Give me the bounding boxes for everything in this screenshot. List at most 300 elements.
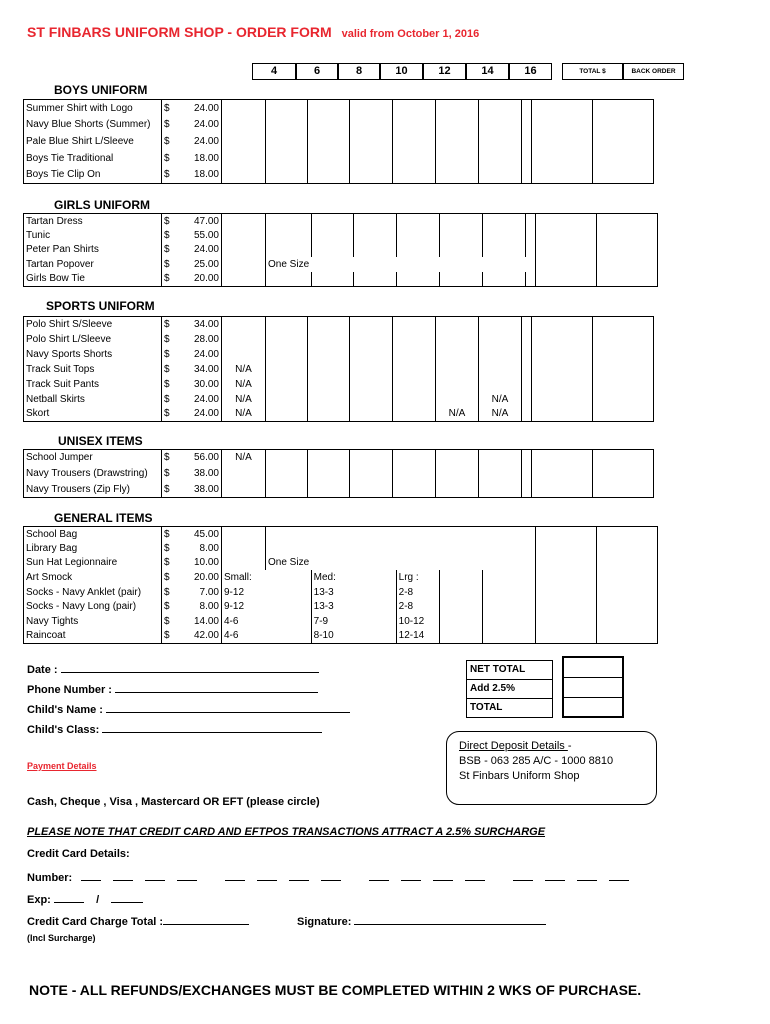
qty-cell-14[interactable]: [436, 317, 479, 332]
qty-cell-16[interactable]: [479, 100, 522, 117]
total-cell[interactable]: [535, 585, 596, 600]
table-row: [24, 228, 658, 243]
size-lrg-qty[interactable]: [439, 614, 482, 629]
qty-cell-6[interactable]: [266, 450, 308, 466]
table-row: [24, 167, 654, 184]
total-cell[interactable]: [532, 347, 593, 362]
back-order-cell[interactable]: [596, 243, 657, 258]
qty-cell-12[interactable]: [393, 362, 436, 377]
qty-cell-8[interactable]: [308, 362, 350, 377]
qty-cell-12[interactable]: [393, 450, 436, 466]
size-lrg[interactable]: Lrg :: [396, 570, 439, 585]
qty-cell-6[interactable]: [266, 167, 308, 184]
item-price: 10.00: [182, 556, 222, 571]
qty-cell-6[interactable]: [266, 482, 308, 498]
qty-cell-10[interactable]: [350, 347, 393, 362]
qty-cell-8[interactable]: [308, 116, 350, 133]
qty-cell-6[interactable]: [266, 214, 312, 229]
currency-symbol: $: [162, 116, 182, 133]
bsb-details: BSB - 063 285 A/C - 1000 8810: [459, 755, 614, 767]
qty-cell-8[interactable]: [311, 214, 353, 229]
back-order-cell[interactable]: [596, 614, 657, 629]
qty-cell-10[interactable]: [350, 167, 393, 184]
back-order-cell[interactable]: [593, 116, 654, 133]
qty-cell-16[interactable]: [482, 214, 525, 229]
direct-deposit-title: Direct Deposit Details: [459, 740, 568, 752]
total-cell[interactable]: [535, 599, 596, 614]
back-order-cell[interactable]: [593, 100, 654, 117]
qty-cell-8[interactable]: [308, 133, 350, 150]
spacer: [525, 629, 535, 644]
size-small-qty[interactable]: [266, 585, 312, 600]
back-order-cell[interactable]: [593, 317, 654, 332]
qty-cell-16[interactable]: [482, 243, 525, 258]
item-price: 42.00: [182, 629, 222, 644]
qty-cell-14[interactable]: [436, 450, 479, 466]
empty-cell: [482, 541, 525, 556]
qty-cell-6[interactable]: [266, 228, 312, 243]
size-header-12: 12: [423, 63, 466, 80]
item-price: 56.00: [182, 450, 222, 466]
empty-cell: [439, 527, 482, 542]
qty-cell-6[interactable]: [266, 272, 312, 287]
incl-surcharge-note: (Incl Surcharge): [27, 933, 96, 943]
item-name: Raincoat: [24, 629, 162, 644]
spacer: [525, 243, 535, 258]
qty-cell-12[interactable]: [393, 133, 436, 150]
item-name: Boys Tie Clip On: [24, 167, 162, 184]
total-cell[interactable]: [535, 243, 596, 258]
size-lrg[interactable]: 2-8: [396, 599, 439, 614]
item-price: 24.00: [182, 392, 222, 407]
back-order-cell[interactable]: [593, 482, 654, 498]
qty-cell-12[interactable]: [393, 167, 436, 184]
qty-cell-16[interactable]: [479, 347, 522, 362]
size-small-qty[interactable]: [266, 570, 312, 585]
qty-cell-10[interactable]: [350, 150, 393, 167]
qty-cell-14[interactable]: [436, 377, 479, 392]
spacer: [525, 257, 535, 272]
back-order-cell[interactable]: [593, 392, 654, 407]
total-cell[interactable]: [532, 377, 593, 392]
qty-cell-6[interactable]: [266, 407, 308, 422]
item-name: Polo Shirt L/Sleeve: [24, 332, 162, 347]
phone-number-field[interactable]: Phone Number :: [27, 682, 318, 696]
qty-cell-4[interactable]: [222, 100, 266, 117]
qty-cell-10[interactable]: [353, 272, 396, 287]
qty-cell-4[interactable]: [222, 167, 266, 184]
back-order-cell[interactable]: [593, 450, 654, 466]
qty-cell-4[interactable]: [222, 466, 266, 482]
qty-cell-4: N/A: [222, 450, 266, 466]
size-med[interactable]: 13-3: [311, 599, 353, 614]
total-cell[interactable]: [532, 150, 593, 167]
total-cell[interactable]: [535, 629, 596, 644]
qty-cell-8[interactable]: [311, 272, 353, 287]
surcharge-note: PLEASE NOTE THAT CREDIT CARD AND EFTPOS TRANSACTIONS ATTRACT A 2.5% SURCHARGE: [27, 826, 546, 838]
qty-cell-10[interactable]: [350, 482, 393, 498]
items-table-girls: [23, 213, 658, 287]
qty-cell-4: N/A: [222, 362, 266, 377]
item-name: Track Suit Pants: [24, 377, 162, 392]
qty-cell-10[interactable]: [350, 466, 393, 482]
total-cell[interactable]: [535, 272, 596, 287]
qty-cell-12[interactable]: [396, 243, 439, 258]
total-cell[interactable]: [535, 556, 596, 571]
qty-cell-8[interactable]: [308, 332, 350, 347]
qty-cell-16[interactable]: [479, 377, 522, 392]
qty-cell-10[interactable]: [353, 228, 396, 243]
size-lrg[interactable]: 2-8: [396, 585, 439, 600]
card-number-field[interactable]: Number:: [27, 870, 641, 884]
total-cell[interactable]: [535, 214, 596, 229]
qty-cell-4[interactable]: [222, 272, 266, 287]
signature-field[interactable]: Signature:: [297, 914, 546, 928]
back-order-cell[interactable]: [593, 332, 654, 347]
back-order-cell[interactable]: [596, 570, 657, 585]
child-name-field[interactable]: Child's Name :: [27, 702, 350, 716]
spacer: [525, 214, 535, 229]
size-med[interactable]: Med:: [311, 570, 353, 585]
size-lrg-qty[interactable]: [439, 585, 482, 600]
qty-cell-4[interactable]: [222, 228, 266, 243]
spacer: [522, 450, 532, 466]
qty-cell-8[interactable]: [308, 466, 350, 482]
qty-cell-14[interactable]: [436, 167, 479, 184]
qty-cell-14[interactable]: [439, 272, 482, 287]
currency-symbol: $: [162, 541, 182, 556]
qty-cell-4[interactable]: [222, 150, 266, 167]
qty-cell-6[interactable]: [266, 466, 308, 482]
total-cell[interactable]: [532, 466, 593, 482]
qty-cell-12[interactable]: [393, 100, 436, 117]
qty-cell-8[interactable]: [308, 377, 350, 392]
item-price: 24.00: [182, 243, 222, 258]
qty-cell-8[interactable]: [308, 167, 350, 184]
total-cell[interactable]: [532, 116, 593, 133]
item-price: 38.00: [182, 466, 222, 482]
size-header-16: 16: [509, 63, 552, 80]
qty-cell-10[interactable]: [353, 243, 396, 258]
size-header-8: 8: [338, 63, 380, 80]
item-price: 18.00: [182, 167, 222, 184]
qty-cell-10[interactable]: [350, 332, 393, 347]
size-lrg-qty[interactable]: [439, 570, 482, 585]
qty-cell-14[interactable]: [436, 116, 479, 133]
back-order-cell[interactable]: [596, 629, 657, 644]
total-cell[interactable]: [535, 614, 596, 629]
qty-cell-14[interactable]: [439, 214, 482, 229]
section-title-unisex: UNISEX ITEMS: [58, 434, 143, 448]
qty-cell-16[interactable]: [479, 450, 522, 466]
back-order-cell[interactable]: [596, 272, 657, 287]
qty-cell-8[interactable]: [308, 347, 350, 362]
qty-cell-8[interactable]: [308, 482, 350, 498]
direct-deposit-title-dash: -: [567, 740, 572, 752]
qty-cell-6[interactable]: [266, 243, 312, 258]
qty-cell-6[interactable]: [266, 133, 308, 150]
back-order-cell[interactable]: [593, 407, 654, 422]
size-med-qty[interactable]: [353, 614, 396, 629]
qty-cell-12: [396, 257, 439, 272]
qty-cell-16[interactable]: [479, 167, 522, 184]
currency-symbol: $: [162, 317, 182, 332]
qty-cell-4: N/A: [222, 392, 266, 407]
back-order-cell[interactable]: [593, 362, 654, 377]
item-price: 24.00: [182, 133, 222, 150]
total-cell[interactable]: [532, 133, 593, 150]
size-small[interactable]: 4-6: [222, 629, 266, 644]
table-row: [24, 541, 658, 556]
size-med[interactable]: 7-9: [311, 614, 353, 629]
total-cell[interactable]: [532, 317, 593, 332]
spacer: [525, 599, 535, 614]
spacer: [525, 614, 535, 629]
account-name: St Finbars Uniform Shop: [459, 770, 580, 782]
qty-cell-10[interactable]: [350, 133, 393, 150]
qty-cell-14[interactable]: [436, 100, 479, 117]
back-order-cell[interactable]: [593, 466, 654, 482]
qty-cell-12[interactable]: [396, 272, 439, 287]
qty-cell-14[interactable]: [436, 347, 479, 362]
qty-cell-10[interactable]: [350, 116, 393, 133]
total-cell[interactable]: [532, 362, 593, 377]
table-row: [24, 100, 654, 117]
qty-cell-10[interactable]: [350, 450, 393, 466]
size-lrg[interactable]: 12-14: [396, 629, 439, 644]
currency-symbol: $: [162, 585, 182, 600]
qty-cell-6[interactable]: [266, 150, 308, 167]
qty-cell-14: [439, 257, 482, 272]
qty-cell-8[interactable]: [308, 317, 350, 332]
qty-cell-4[interactable]: [222, 243, 266, 258]
child-class-field[interactable]: Child's Class:: [27, 722, 322, 736]
back-order-cell[interactable]: [596, 214, 657, 229]
qty-cell-4[interactable]: [222, 347, 266, 362]
size-med-qty[interactable]: [353, 570, 396, 585]
qty-cell-4[interactable]: [222, 332, 266, 347]
total-cell[interactable]: [532, 332, 593, 347]
qty-cell-14[interactable]: [439, 243, 482, 258]
empty-cell: [396, 527, 439, 542]
qty-cell-6[interactable]: [266, 377, 308, 392]
date-field[interactable]: Date :: [27, 662, 319, 676]
total-cell[interactable]: [535, 527, 596, 542]
qty-cell-14[interactable]: [436, 150, 479, 167]
total-cell[interactable]: [532, 167, 593, 184]
qty-cell-8[interactable]: [311, 243, 353, 258]
qty-cell-16[interactable]: [479, 317, 522, 332]
size-small-qty[interactable]: [266, 599, 312, 614]
qty-cell-8[interactable]: [308, 450, 350, 466]
back-order-cell[interactable]: [596, 585, 657, 600]
qty-cell-10[interactable]: [350, 377, 393, 392]
qty-cell-10[interactable]: [350, 392, 393, 407]
size-med-qty[interactable]: [353, 585, 396, 600]
qty-cell-6[interactable]: [266, 116, 308, 133]
qty-cell-10[interactable]: [353, 214, 396, 229]
qty-cell-12[interactable]: [396, 228, 439, 243]
qty-cell-10[interactable]: [350, 407, 393, 422]
currency-symbol: $: [162, 599, 182, 614]
item-price: 28.00: [182, 332, 222, 347]
qty-cell-12[interactable]: [393, 347, 436, 362]
qty-cell-8[interactable]: [311, 228, 353, 243]
qty-cell-4[interactable]: [222, 257, 266, 272]
qty-cell-16[interactable]: [479, 362, 522, 377]
total-cell[interactable]: [532, 392, 593, 407]
size-med-qty[interactable]: [353, 629, 396, 644]
item-price: 47.00: [182, 214, 222, 229]
charge-total-field[interactable]: Credit Card Charge Total :: [27, 914, 249, 928]
size-med[interactable]: 13-3: [311, 585, 353, 600]
size-lrg-qty[interactable]: [439, 629, 482, 644]
qty-cell-16[interactable]: [479, 482, 522, 498]
qty-cell-16[interactable]: [479, 466, 522, 482]
qty-cell-14[interactable]: [436, 133, 479, 150]
qty-cell-6[interactable]: [266, 332, 308, 347]
qty-cell-12[interactable]: [393, 466, 436, 482]
empty-cell: [353, 527, 396, 542]
back-order-cell[interactable]: [593, 377, 654, 392]
size-small-qty[interactable]: [266, 614, 312, 629]
back-order-cell[interactable]: [593, 167, 654, 184]
size-small[interactable]: Small:: [222, 570, 266, 585]
qty-cell-8[interactable]: [308, 392, 350, 407]
qty-cell-12[interactable]: [393, 407, 436, 422]
payment-methods[interactable]: Cash, Cheque , Visa , Mastercard OR EFT (please circle): [27, 796, 320, 808]
total-cell[interactable]: [535, 257, 596, 272]
total-cell[interactable]: [532, 100, 593, 117]
qty-cell-16[interactable]: [479, 133, 522, 150]
total-cell[interactable]: [535, 228, 596, 243]
qty-cell-4[interactable]: [222, 214, 266, 229]
item-price: 20.00: [182, 272, 222, 287]
qty-cell-8[interactable]: [308, 150, 350, 167]
table-row: [24, 392, 654, 407]
empty-cell: [482, 585, 525, 600]
empty-cell: [482, 556, 525, 571]
qty-cell-14[interactable]: [436, 482, 479, 498]
size-lrg-qty[interactable]: [439, 599, 482, 614]
qty-cell-10[interactable]: [350, 100, 393, 117]
qty-cell-8[interactable]: [308, 407, 350, 422]
qty-cell-4[interactable]: [222, 116, 266, 133]
table-row: [24, 614, 658, 629]
qty-cell-12[interactable]: [393, 332, 436, 347]
back-order-cell[interactable]: [596, 599, 657, 614]
qty-cell-4[interactable]: [222, 133, 266, 150]
back-order-cell[interactable]: [596, 556, 657, 571]
table-row: [24, 556, 658, 571]
size-small[interactable]: 4-6: [222, 614, 266, 629]
qty-cell-12[interactable]: [393, 317, 436, 332]
qty-cell-12[interactable]: [393, 116, 436, 133]
size-med-qty[interactable]: [353, 599, 396, 614]
qty-cell-14[interactable]: [436, 332, 479, 347]
table-row: [24, 629, 658, 644]
surcharge-value-cell[interactable]: [564, 678, 622, 698]
qty-cell-10[interactable]: [350, 317, 393, 332]
table-row: [24, 116, 654, 133]
qty-cell-14[interactable]: [439, 228, 482, 243]
qty-cell-16[interactable]: [479, 150, 522, 167]
qty-cell-12[interactable]: [393, 150, 436, 167]
qty-cell-16[interactable]: [482, 228, 525, 243]
size-med[interactable]: 8-10: [311, 629, 353, 644]
currency-symbol: $: [162, 272, 182, 287]
back-order-cell[interactable]: [596, 257, 657, 272]
qty-cell-6[interactable]: [266, 362, 308, 377]
back-order-cell[interactable]: [593, 133, 654, 150]
qty-cell-16[interactable]: [479, 332, 522, 347]
currency-symbol: $: [162, 629, 182, 644]
back-order-cell[interactable]: [593, 150, 654, 167]
qty-cell-6[interactable]: [266, 100, 308, 117]
back-order-cell[interactable]: [596, 527, 657, 542]
table-row: [24, 377, 654, 392]
qty-cell-12[interactable]: [393, 482, 436, 498]
section-title-girls: GIRLS UNIFORM: [54, 198, 150, 212]
size-small[interactable]: 9-12: [222, 585, 266, 600]
item-price: 34.00: [182, 362, 222, 377]
item-price: 24.00: [182, 100, 222, 117]
qty-cell-4[interactable]: [222, 482, 266, 498]
item-price: 55.00: [182, 228, 222, 243]
back-order-cell[interactable]: [596, 541, 657, 556]
spacer: [522, 392, 532, 407]
empty-cell: [482, 629, 525, 644]
qty-cell-6[interactable]: [266, 317, 308, 332]
qty-cell-14[interactable]: [436, 392, 479, 407]
total-cell[interactable]: [535, 570, 596, 585]
back-order-cell[interactable]: [596, 228, 657, 243]
qty-cell-12[interactable]: [396, 214, 439, 229]
net-total-value-cell[interactable]: [564, 658, 622, 678]
qty-cell-4[interactable]: [222, 317, 266, 332]
total-cell[interactable]: [535, 541, 596, 556]
items-table-sports: [23, 316, 654, 422]
qty-cell-16[interactable]: [479, 116, 522, 133]
qty-cell-14[interactable]: [436, 466, 479, 482]
empty-cell: [266, 541, 312, 556]
qty-cell-10[interactable]: [350, 362, 393, 377]
size-small[interactable]: 9-12: [222, 599, 266, 614]
qty-cell[interactable]: [222, 541, 266, 556]
qty-cell-8[interactable]: [308, 100, 350, 117]
qty-cell[interactable]: [222, 556, 266, 571]
table-row: [24, 347, 654, 362]
qty-cell-16[interactable]: [482, 272, 525, 287]
size-small-qty[interactable]: [266, 629, 312, 644]
item-name: Boys Tie Traditional: [24, 150, 162, 167]
total-cell[interactable]: [532, 482, 593, 498]
total-cell[interactable]: [532, 407, 593, 422]
total-cell[interactable]: [532, 450, 593, 466]
item-name: Track Suit Tops: [24, 362, 162, 377]
size-lrg[interactable]: 10-12: [396, 614, 439, 629]
expiry-field[interactable]: Exp: /: [27, 892, 143, 906]
qty-cell[interactable]: [222, 527, 266, 542]
qty-cell-12[interactable]: [393, 392, 436, 407]
qty-cell-6[interactable]: [266, 347, 308, 362]
qty-cell-6[interactable]: [266, 392, 308, 407]
qty-cell-14[interactable]: [436, 362, 479, 377]
spacer: [522, 100, 532, 117]
net-total-box[interactable]: [562, 656, 624, 718]
qty-cell-12[interactable]: [393, 377, 436, 392]
back-order-cell[interactable]: [593, 347, 654, 362]
